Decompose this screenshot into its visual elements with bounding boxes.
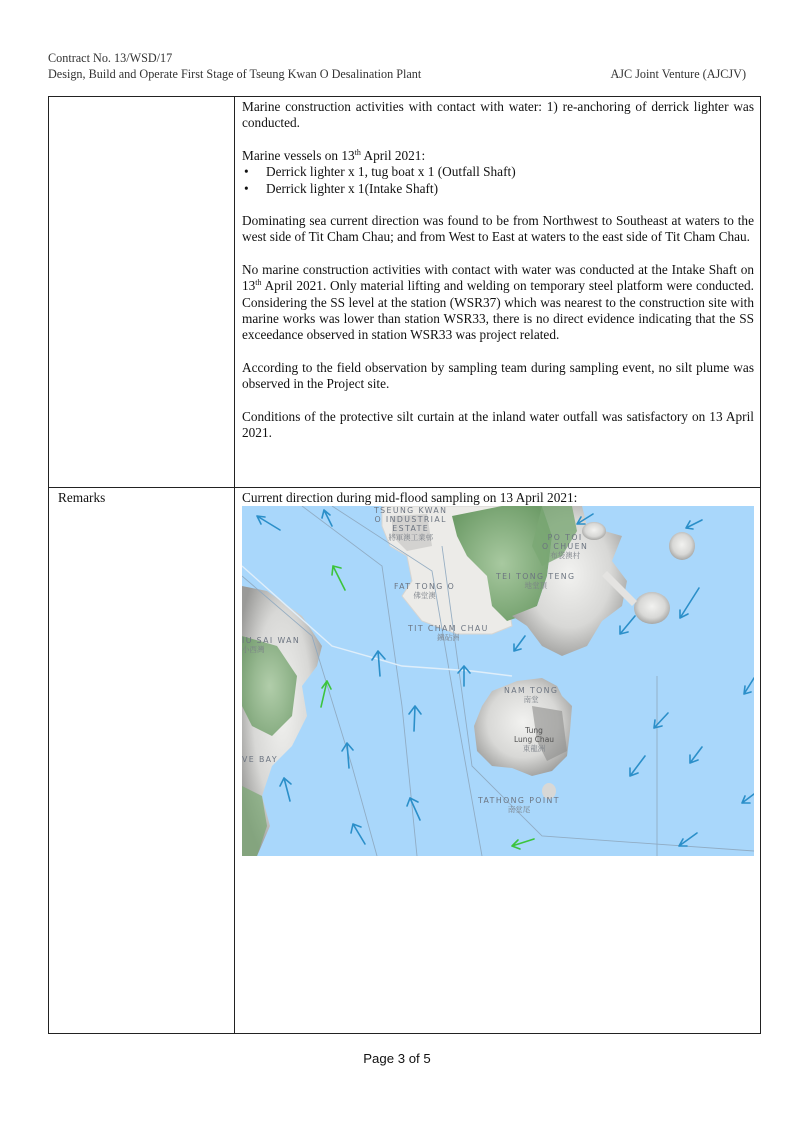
- project-title: Design, Build and Operate First Stage of Tseung Kwan O Desalination Plant: [48, 67, 422, 81]
- organization-name: AJC Joint Venture (AJCJV): [610, 67, 746, 81]
- contract-number: Contract No. 13/WSD/17: [48, 51, 173, 65]
- map-label-fat-tong-o: FAT TONG O 佛堂澳: [394, 582, 456, 601]
- current-direction-map: [242, 506, 754, 856]
- field-observation-paragraph: According to the field observation by sampling team during sampling event, no silt plume was observed in the Project site.: [242, 359, 754, 392]
- vessels-heading: Marine vessels on 13th April 2021:: [242, 147, 426, 163]
- map-label-tung-lung-chau: Tung Lung Chau 東龍洲: [514, 726, 555, 754]
- map-label-tit-cham-chau: TIT CHAM CHAU 鐵砧洲: [408, 624, 489, 643]
- marine-activities-paragraph: Marine construction activities with contact with water: 1) re-anchoring of derrick lighter was conducted.: [242, 99, 754, 131]
- remarks-content-cell: [235, 488, 761, 1034]
- map-caption: Current direction during mid-flood sampling on 13 April 2021:: [242, 490, 578, 505]
- map-label-siu-sai-wan: IU SAI WAN 小西灣: [242, 636, 301, 655]
- observation-cell: [235, 97, 761, 488]
- silt-curtain-paragraph: Conditions of the protective silt curtain at the inland water outfall was satisfactory on 13 April 2021.: [242, 408, 754, 441]
- remarks-table: [48, 96, 761, 1034]
- row-label-cell: [49, 97, 235, 488]
- map-label-nam-tong: NAM TONG 南堂: [504, 686, 559, 705]
- bullet-icon: •: [244, 180, 249, 196]
- map-label-tko-industrial-estate: TSEUNG KWAN O INDUSTRIAL ESTATE 將軍澳工業邨: [374, 506, 448, 543]
- map-label-tathong-point: TATHONG POINT 南堂尾: [478, 796, 560, 815]
- bullet-icon: •: [244, 164, 249, 180]
- vessels-list: [242, 164, 754, 197]
- list-item: • Derrick lighter x 1, tug boat x 1 (Outfall Shaft): [244, 164, 516, 180]
- map-label-cove-bay: VE BAY: [242, 755, 278, 765]
- page-number: Page 3 of 5: [363, 1051, 431, 1066]
- intake-shaft-paragraph: No marine construction activities with contact with water was conducted at the Intake Shaft on 13th April 2021. Only material lifting and welding on temporary steel platform were conducted. Considering the SS level at the station (WSR37) which was nearest to the construction site with marine works was lower than station WSR33, there is no direct evidence indicating that the SS exceedance observed in station WSR33 was project related.: [242, 261, 754, 343]
- list-item: • Derrick lighter x 1(Intake Shaft): [244, 180, 439, 196]
- map-label-po-toi-o-chuen: PO TOI O CHUEN 布袋澳村: [542, 533, 589, 561]
- table-row: [49, 488, 761, 1034]
- table-row: [49, 97, 761, 488]
- page-header: [48, 50, 760, 82]
- map-label-tei-tong-teng: TEI TONG TENG 地堂頂: [496, 572, 576, 591]
- remarks-label: Remarks: [49, 488, 235, 1034]
- current-direction-paragraph: Dominating sea current direction was found to be from Northwest to Southeast at waters to the west side of Tit Cham Chau; and from West to East at waters to the east side of Tit Cham Chau.: [242, 213, 754, 245]
